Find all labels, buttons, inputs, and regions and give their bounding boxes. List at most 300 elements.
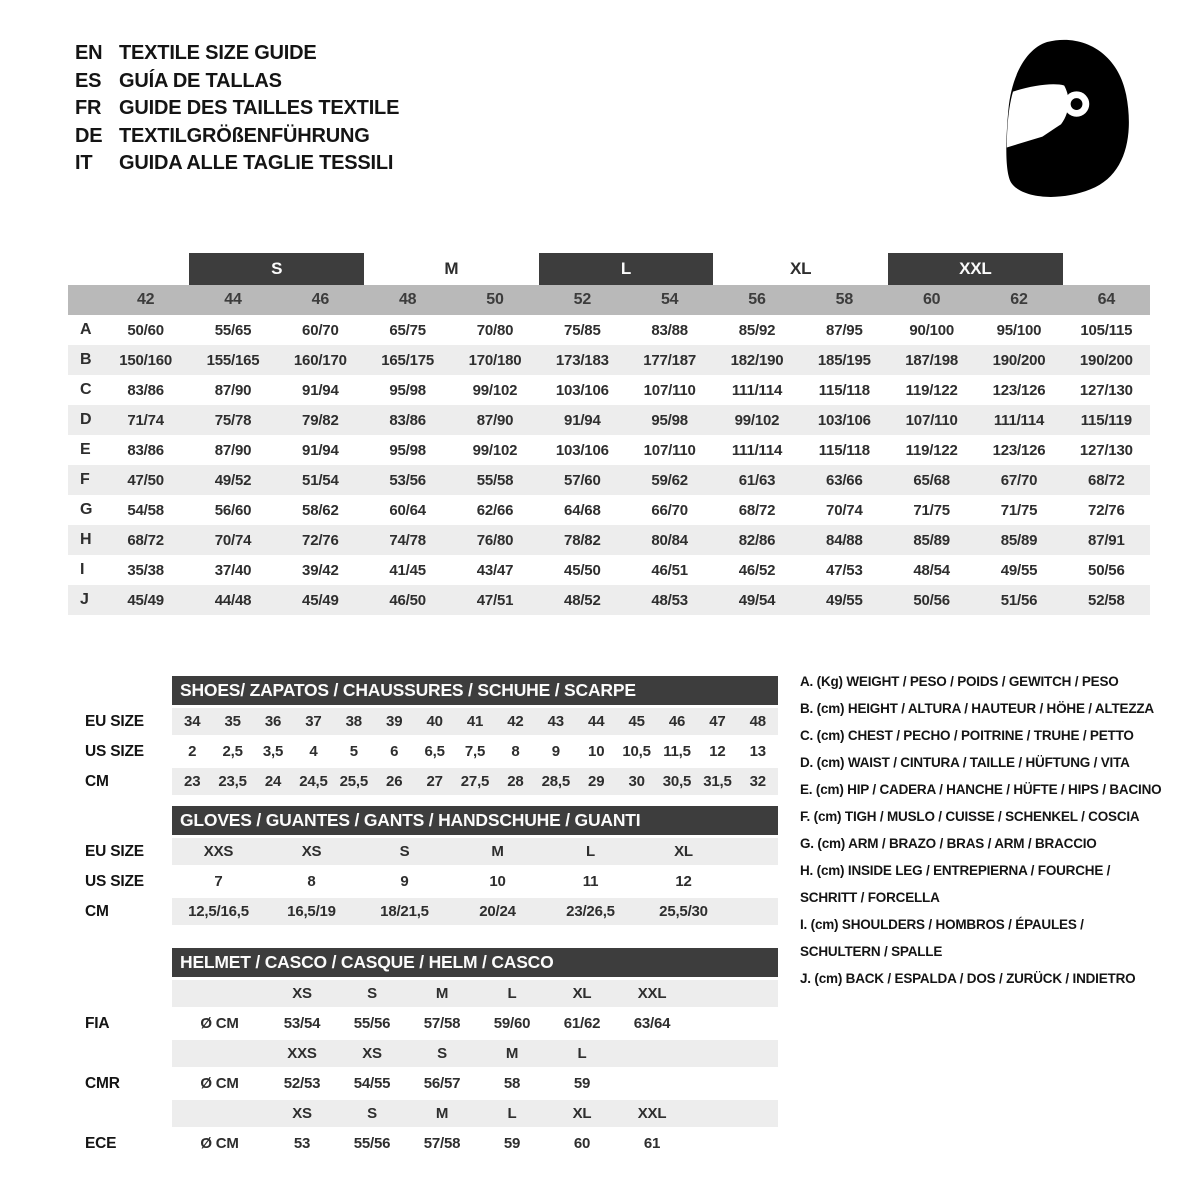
shoes-row bbox=[172, 738, 778, 765]
table-cell: 48 bbox=[749, 713, 766, 730]
table-cell: 30 bbox=[628, 773, 645, 790]
table-cell: 48/53 bbox=[651, 591, 688, 609]
table-cell: 28 bbox=[507, 773, 524, 790]
table-cell: 44 bbox=[588, 713, 605, 730]
column-header: 58 bbox=[835, 291, 854, 308]
table-cell: 41/45 bbox=[389, 561, 426, 579]
gloves-row bbox=[172, 898, 778, 925]
table-cell: 71/75 bbox=[1000, 501, 1038, 519]
table-cell: 119/122 bbox=[905, 381, 958, 399]
table-cell: XL bbox=[674, 843, 693, 860]
table-cell: 61/62 bbox=[563, 1015, 601, 1032]
table-cell: 20/24 bbox=[479, 903, 516, 920]
row-label: I bbox=[80, 561, 85, 578]
helmet-size-header: S bbox=[367, 985, 377, 1002]
table-cell: 8 bbox=[307, 873, 316, 890]
table-cell: 11,5 bbox=[663, 743, 691, 760]
table-cell: 13 bbox=[749, 743, 766, 760]
gloves-row bbox=[172, 838, 778, 865]
helmet-size-header: XL bbox=[572, 1105, 592, 1122]
gloves-row bbox=[172, 868, 778, 895]
table-cell: 115/119 bbox=[1080, 411, 1132, 429]
row-label: C bbox=[80, 381, 92, 398]
table-cell: 12 bbox=[675, 873, 692, 890]
table-cell: 51/56 bbox=[1000, 591, 1038, 609]
column-header: 60 bbox=[922, 291, 941, 308]
table-cell: 34 bbox=[184, 713, 201, 730]
table-cell: 25,5/30 bbox=[659, 903, 708, 920]
guide-title: GUIDE DES TAILLES TEXTILE bbox=[119, 97, 400, 119]
helmet-title-bar bbox=[172, 948, 778, 977]
helmet-size-header: M bbox=[435, 1105, 449, 1122]
size-band-row bbox=[68, 253, 1150, 285]
table-cell: 29 bbox=[588, 773, 605, 790]
table-cell: 80/84 bbox=[651, 531, 688, 549]
shoes-row bbox=[172, 708, 778, 735]
table-cell: 90/100 bbox=[909, 321, 954, 339]
table-cell: 49/54 bbox=[738, 591, 776, 609]
helmet-standard-label: FIA bbox=[85, 1014, 110, 1032]
legend-line: H. (cm) INSIDE LEG / ENTREPIERNA / FOURCHE / bbox=[800, 863, 1111, 878]
table-cell: M bbox=[491, 843, 504, 860]
gloves-row-label: EU SIZE bbox=[85, 842, 144, 860]
table-cell: 53/54 bbox=[283, 1015, 321, 1032]
helmet-size-row bbox=[172, 1100, 778, 1127]
table-cell: 25,5 bbox=[339, 773, 368, 790]
table-cell: 70/74 bbox=[826, 501, 863, 519]
table-cell: 155/165 bbox=[206, 351, 260, 369]
table-cell: 56/60 bbox=[214, 501, 252, 519]
table-cell: XS bbox=[301, 843, 322, 860]
table-cell: 65/68 bbox=[913, 471, 950, 489]
table-cell: 115/118 bbox=[818, 381, 870, 399]
column-header: 56 bbox=[748, 291, 766, 308]
table-cell: 36 bbox=[264, 713, 282, 730]
column-header: 44 bbox=[224, 291, 242, 308]
table-cell: 24,5 bbox=[299, 773, 328, 790]
row-label: D bbox=[80, 411, 92, 428]
table-cell: 43/47 bbox=[476, 561, 514, 579]
table-cell: 99/102 bbox=[472, 381, 518, 399]
table-cell: 47 bbox=[709, 713, 726, 730]
main-size-table bbox=[68, 253, 1150, 615]
legend-line: SCHULTERN / SPALLE bbox=[800, 944, 943, 959]
helmet-size-header: XS bbox=[292, 985, 312, 1002]
table-cell: 45/49 bbox=[127, 591, 164, 609]
table-cell: 46/52 bbox=[738, 561, 776, 579]
table-cell: 74/78 bbox=[389, 531, 426, 549]
diameter-label: Ø CM bbox=[200, 1075, 239, 1092]
table-cell: 190/200 bbox=[1079, 351, 1133, 369]
table-cell: 187/198 bbox=[905, 351, 959, 369]
table-cell: 12 bbox=[709, 743, 726, 760]
table-cell: 60 bbox=[573, 1135, 591, 1152]
table-cell: 47/53 bbox=[826, 561, 863, 579]
table-cell: 46/50 bbox=[389, 591, 426, 609]
gloves-row-label: CM bbox=[85, 902, 109, 920]
helmet-value-row bbox=[172, 1130, 778, 1157]
table-cell: 37 bbox=[305, 713, 322, 730]
table-cell: 46 bbox=[668, 713, 686, 730]
table-cell: 57/60 bbox=[564, 471, 601, 489]
table-cell: 87/90 bbox=[214, 381, 252, 399]
table-cell: 2,5 bbox=[222, 743, 243, 760]
helmet-rows bbox=[172, 980, 778, 1157]
helmet-size-header: XS bbox=[292, 1105, 312, 1122]
table-cell: 42 bbox=[507, 713, 524, 730]
row-label: H bbox=[80, 531, 92, 548]
table-cell: 9 bbox=[400, 873, 409, 890]
table-cell: 75/85 bbox=[564, 321, 601, 339]
table-cell: 11 bbox=[582, 873, 599, 890]
table-cell: 63/66 bbox=[826, 471, 863, 489]
table-cell: 30,5 bbox=[662, 773, 692, 790]
table-cell: 24 bbox=[264, 773, 282, 790]
table-cell: 57/58 bbox=[423, 1015, 461, 1032]
helmet-size-header: XXL bbox=[637, 985, 667, 1002]
helmet-size-header: M bbox=[435, 985, 449, 1002]
helmet-standard-label: ECE bbox=[85, 1134, 117, 1152]
measure-row-g bbox=[68, 495, 1150, 525]
table-cell: 45/50 bbox=[564, 561, 601, 579]
measure-row-h bbox=[68, 525, 1150, 555]
table-cell: 7,5 bbox=[464, 743, 486, 760]
table-cell: 95/100 bbox=[996, 321, 1042, 339]
helmet-value-row bbox=[172, 1010, 778, 1037]
helmet-standard-label: CMR bbox=[85, 1074, 120, 1092]
table-cell: 10,5 bbox=[622, 743, 651, 760]
legend-line: F. (cm) TIGH / MUSLO / CUISSE / SCHENKEL / COSCIA bbox=[800, 809, 1140, 824]
table-cell: 6 bbox=[390, 743, 399, 760]
table-cell: 55/65 bbox=[214, 321, 252, 339]
table-cell: 39 bbox=[386, 713, 403, 730]
helmet-size-header: S bbox=[367, 1105, 377, 1122]
language-code: EN bbox=[75, 42, 103, 64]
helmet-size-header: L bbox=[507, 985, 517, 1002]
table-cell: 38 bbox=[345, 713, 362, 730]
table-cell: S bbox=[399, 843, 410, 860]
table-cell: 103/106 bbox=[817, 411, 871, 429]
table-cell: 71/75 bbox=[913, 501, 950, 519]
column-header: 48 bbox=[398, 291, 417, 308]
table-cell: 53 bbox=[293, 1135, 311, 1152]
legend-line: I. (cm) SHOULDERS / HOMBROS / ÉPAULES / bbox=[800, 917, 1084, 932]
row-label: G bbox=[80, 501, 93, 518]
table-cell: 56/57 bbox=[423, 1075, 461, 1092]
table-cell: 160/170 bbox=[293, 351, 347, 369]
table-cell: 99/102 bbox=[734, 411, 780, 429]
table-cell: 95/98 bbox=[389, 381, 426, 399]
legend-line: D. (cm) WAIST / CINTURA / TAILLE / HÜFTUNG / VITA bbox=[800, 755, 1130, 770]
table-cell: 59/60 bbox=[493, 1015, 531, 1032]
table-cell: 48/54 bbox=[913, 561, 950, 579]
language-code: ES bbox=[75, 69, 102, 92]
column-header: 54 bbox=[660, 291, 679, 308]
language-code: IT bbox=[75, 152, 93, 174]
gloves-section bbox=[85, 806, 778, 925]
table-cell: 107/110 bbox=[643, 441, 696, 459]
helmet-size-header: M bbox=[505, 1045, 519, 1062]
size-band-s: S bbox=[189, 253, 364, 285]
table-cell: 177/187 bbox=[643, 351, 697, 369]
table-cell: 45 bbox=[628, 713, 645, 730]
language-code: DE bbox=[75, 124, 103, 147]
table-cell: 66/70 bbox=[651, 501, 688, 519]
table-cell: 150/160 bbox=[119, 351, 173, 369]
table-cell: 70/74 bbox=[214, 531, 252, 549]
column-header: 42 bbox=[136, 291, 155, 308]
table-cell: 59/62 bbox=[651, 471, 688, 489]
table-cell: 52/58 bbox=[1088, 591, 1125, 609]
table-cell: 83/86 bbox=[389, 411, 426, 429]
table-cell: 6,5 bbox=[424, 743, 445, 760]
measure-row-j bbox=[68, 585, 1150, 615]
table-cell: 127/130 bbox=[1079, 381, 1133, 399]
table-cell: 54/55 bbox=[353, 1075, 391, 1092]
table-cell: 78/82 bbox=[564, 531, 601, 549]
table-cell: 58 bbox=[503, 1075, 521, 1092]
table-cell: 53/56 bbox=[389, 471, 426, 489]
legend-line: SCHRITT / FORCELLA bbox=[800, 890, 940, 905]
helmet-value-row bbox=[172, 1070, 778, 1097]
row-label: J bbox=[80, 591, 89, 608]
table-cell: 63/64 bbox=[633, 1015, 671, 1032]
table-cell: 170/180 bbox=[468, 351, 522, 369]
table-cell: 60/70 bbox=[302, 321, 339, 339]
table-cell: 67/70 bbox=[1000, 471, 1038, 489]
column-header: 64 bbox=[1097, 291, 1116, 308]
table-cell: 185/195 bbox=[817, 351, 871, 369]
table-cell: 49/55 bbox=[1000, 561, 1038, 579]
table-cell: 9 bbox=[551, 743, 560, 760]
row-label: F bbox=[80, 471, 90, 488]
helmet-size-header: XS bbox=[362, 1045, 382, 1062]
table-cell: 50/56 bbox=[1088, 561, 1125, 579]
table-cell: 58/62 bbox=[302, 501, 339, 519]
table-cell: 44/48 bbox=[214, 591, 252, 609]
legend-line: E. (cm) HIP / CADERA / HANCHE / HÜFTE / HIPS / BACINO bbox=[800, 782, 1162, 797]
table-cell: 40 bbox=[426, 713, 443, 730]
table-cell: L bbox=[586, 843, 595, 860]
shoes-row bbox=[172, 768, 778, 795]
shoes-row-label: CM bbox=[85, 772, 109, 790]
table-cell: 54/58 bbox=[127, 501, 164, 519]
table-cell: 173/183 bbox=[555, 351, 609, 369]
table-cell: 190/200 bbox=[992, 351, 1046, 369]
table-cell: 47/51 bbox=[476, 591, 514, 609]
table-cell: 35 bbox=[224, 713, 241, 730]
table-cell: 39/42 bbox=[302, 561, 339, 579]
helmet-section bbox=[85, 948, 778, 1157]
size-band-xxl: XXL bbox=[888, 253, 1063, 285]
legend-line: B. (cm) HEIGHT / ALTURA / HAUTEUR / HÖHE / ALTEZZA bbox=[800, 701, 1154, 716]
table-cell: 75/78 bbox=[214, 411, 252, 429]
table-cell: 85/89 bbox=[1000, 531, 1038, 549]
table-cell: 119/122 bbox=[905, 441, 958, 459]
table-cell: 61/63 bbox=[738, 471, 776, 489]
gloves-rows bbox=[172, 838, 778, 925]
column-header-row bbox=[68, 285, 1150, 315]
column-header: 50 bbox=[486, 291, 504, 308]
size-band-l: L bbox=[539, 253, 714, 285]
table-cell: 32 bbox=[749, 773, 766, 790]
size-band-m: M bbox=[444, 259, 459, 278]
table-cell: 50/60 bbox=[127, 321, 164, 339]
shoes-row-label: US SIZE bbox=[85, 742, 144, 760]
table-cell: 83/86 bbox=[127, 441, 164, 459]
language-row bbox=[75, 150, 399, 178]
helmet-icon bbox=[982, 32, 1137, 204]
table-cell: 12,5/16,5 bbox=[188, 903, 249, 920]
column-header: 46 bbox=[311, 291, 330, 308]
table-cell: 46/51 bbox=[651, 561, 688, 579]
table-cell: 83/86 bbox=[127, 381, 164, 399]
table-cell: 37/40 bbox=[214, 561, 252, 579]
table-cell: 99/102 bbox=[472, 441, 518, 459]
table-cell: 10 bbox=[489, 873, 506, 890]
table-cell: 85/92 bbox=[738, 321, 776, 339]
gloves-row-label: US SIZE bbox=[85, 872, 144, 890]
table-cell: 48/52 bbox=[564, 591, 601, 609]
table-cell: 87/95 bbox=[826, 321, 863, 339]
table-cell: 59 bbox=[573, 1075, 591, 1092]
table-cell: 61 bbox=[643, 1135, 661, 1152]
size-band-spacer bbox=[1063, 253, 1150, 285]
table-cell: 8 bbox=[511, 743, 520, 760]
size-band-spacer bbox=[68, 253, 189, 285]
measure-row-d bbox=[68, 405, 1150, 435]
table-cell: 68/72 bbox=[1088, 471, 1125, 489]
table-cell: 70/80 bbox=[476, 321, 514, 339]
language-code: FR bbox=[75, 97, 102, 119]
measure-row-e bbox=[68, 435, 1150, 465]
table-cell: 60/64 bbox=[389, 501, 426, 519]
table-cell: 10 bbox=[588, 743, 605, 760]
helmet-size-header: S bbox=[437, 1045, 447, 1062]
table-cell: 91/94 bbox=[564, 411, 601, 429]
language-row bbox=[75, 40, 399, 68]
table-cell: 18/21,5 bbox=[380, 903, 429, 920]
language-row bbox=[75, 123, 399, 151]
table-cell: 59 bbox=[503, 1135, 521, 1152]
table-cell: 65/75 bbox=[389, 321, 426, 339]
table-cell: 71/74 bbox=[127, 411, 164, 429]
table-cell: 27,5 bbox=[460, 773, 490, 790]
table-cell: 27 bbox=[426, 773, 443, 790]
diameter-label: Ø CM bbox=[200, 1135, 239, 1152]
helmet-size-header: XXS bbox=[287, 1045, 317, 1062]
table-cell: 64/68 bbox=[564, 501, 601, 519]
table-cell: 28,5 bbox=[541, 773, 570, 790]
gloves-title-bar bbox=[172, 806, 778, 835]
row-label: E bbox=[80, 441, 91, 458]
language-row bbox=[75, 68, 399, 96]
legend-line: A. (Kg) WEIGHT / PESO / POIDS / GEWITCH / PESO bbox=[800, 674, 1119, 689]
table-cell: 45/49 bbox=[302, 591, 339, 609]
table-cell: 103/106 bbox=[555, 381, 609, 399]
table-cell: 35/38 bbox=[127, 561, 164, 579]
table-cell: 7 bbox=[214, 873, 223, 890]
shoes-row-label: EU SIZE bbox=[85, 712, 144, 730]
helmet-size-row bbox=[172, 980, 778, 1007]
gloves-title: GLOVES / GUANTES / GANTS / HANDSCHUHE / GUANTI bbox=[180, 810, 641, 830]
table-cell: 16,5/19 bbox=[287, 903, 336, 920]
helmet-size-header: L bbox=[507, 1105, 517, 1122]
table-cell: 76/80 bbox=[476, 531, 514, 549]
table-cell: 62/66 bbox=[476, 501, 514, 519]
measure-row-i bbox=[68, 555, 1150, 585]
table-cell: 49/52 bbox=[214, 471, 252, 489]
table-cell: 68/72 bbox=[127, 531, 164, 549]
table-cell: 123/126 bbox=[992, 441, 1046, 459]
table-cell: 82/86 bbox=[738, 531, 776, 549]
table-cell: 165/175 bbox=[381, 351, 435, 369]
table-cell: 51/54 bbox=[302, 471, 339, 489]
table-cell: 123/126 bbox=[992, 381, 1046, 399]
size-band-xl: XL bbox=[790, 259, 812, 278]
table-cell: 43 bbox=[547, 713, 564, 730]
table-cell: 72/76 bbox=[1088, 501, 1125, 519]
table-cell: 47/50 bbox=[127, 471, 164, 489]
table-cell: 95/98 bbox=[651, 411, 688, 429]
table-cell: 57/58 bbox=[423, 1135, 461, 1152]
table-cell: 84/88 bbox=[826, 531, 863, 549]
guide-title: TEXTILE SIZE GUIDE bbox=[119, 42, 317, 64]
table-cell: 2 bbox=[188, 743, 197, 760]
helmet-size-header: XXL bbox=[637, 1105, 667, 1122]
guide-title: GUIDA ALLE TAGLIE TESSILI bbox=[119, 152, 394, 174]
legend bbox=[800, 668, 1198, 992]
guide-title: TEXTILGRÖßENFÜHRUNG bbox=[119, 124, 370, 147]
legend-line: J. (cm) BACK / ESPALDA / DOS / ZURÜCK / INDIETRO bbox=[800, 971, 1136, 986]
measure-row-a bbox=[68, 315, 1150, 345]
shoes-title: SHOES/ ZAPATOS / CHAUSSURES / SCHUHE / SCARPE bbox=[180, 680, 636, 700]
diameter-label: Ø CM bbox=[200, 1015, 239, 1032]
table-cell: 87/90 bbox=[214, 441, 252, 459]
table-cell: 55/58 bbox=[476, 471, 514, 489]
legend-line: G. (cm) ARM / BRAZO / BRAS / ARM / BRACCIO bbox=[800, 836, 1097, 851]
table-cell: 55/56 bbox=[353, 1015, 391, 1032]
helmet-title: HELMET / CASCO / CASQUE / HELM / CASCO bbox=[180, 952, 554, 972]
table-cell: 105/115 bbox=[1080, 321, 1133, 339]
table-cell: 4 bbox=[309, 743, 318, 760]
table-cell: 23,5 bbox=[218, 773, 247, 790]
guide-title: GUÍA DE TALLAS bbox=[119, 69, 282, 92]
measure-row-b bbox=[68, 345, 1150, 375]
table-cell: 55/56 bbox=[353, 1135, 391, 1152]
row-label: B bbox=[80, 351, 92, 368]
table-cell: 91/94 bbox=[302, 381, 339, 399]
shoes-title-bar bbox=[172, 676, 778, 705]
table-cell: 83/88 bbox=[651, 321, 688, 339]
table-cell: 95/98 bbox=[389, 441, 426, 459]
table-cell: 49/55 bbox=[826, 591, 863, 609]
helmet-size-header: L bbox=[577, 1045, 587, 1062]
table-cell: 50/56 bbox=[913, 591, 950, 609]
shoes-rows bbox=[172, 708, 778, 795]
table-cell: 41 bbox=[466, 713, 484, 730]
table-cell: 87/91 bbox=[1088, 531, 1125, 549]
table-cell: 103/106 bbox=[555, 441, 609, 459]
helmet-size-header: XL bbox=[572, 985, 592, 1002]
table-cell: 3,5 bbox=[262, 743, 284, 760]
measure-row-f bbox=[68, 465, 1150, 495]
table-cell: 107/110 bbox=[643, 381, 696, 399]
language-row bbox=[75, 95, 399, 123]
table-cell: 127/130 bbox=[1079, 441, 1133, 459]
table-cell: 111/114 bbox=[993, 411, 1045, 429]
column-header: 62 bbox=[1010, 291, 1028, 308]
